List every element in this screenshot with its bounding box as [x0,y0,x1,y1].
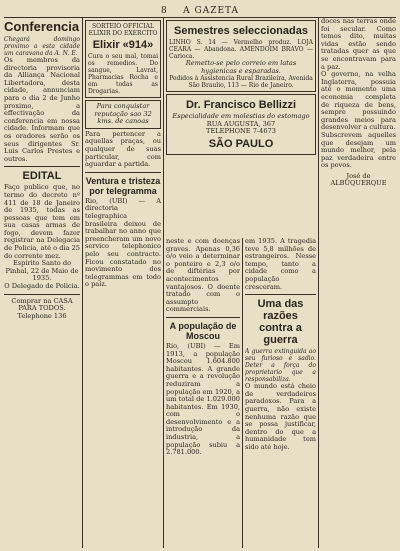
ad-doctor-addr: RUA AUGUSTA, 367 [206,119,276,128]
masthead [0,6,400,16]
ad-elixir-brand: Elixir «914» [92,39,154,51]
subhead-guerra: A guerra extinguida ao seu furioso e sadio. Deter a força do proprietario que a responsabiliza. [245,348,316,384]
ad-elixir-box-title: SORTEIO OFFICIAL [92,23,154,30]
ad-sementes-addr: Pedidos à Assistencia Rural Brazileira, Avenida São Braulio, 113 — Rio de Janeiro. [169,75,313,90]
notice-reparation-body: Para pertencer a aquellas praças, ou qualquer de suas particular, com aguardar a partida. [85,129,161,169]
ad-doctor [166,94,316,155]
column-rule [242,238,243,548]
edital-delegate: O Delegado de Policia. [4,282,80,291]
ad-doctor-name: Dr. Francisco Bellizzi [185,99,297,112]
article-col3-body: neste e com doenças graves. Apenas 0,36 o/o veio a determinar o ponteiro e 2,3 o/o de diftérias por acontecimentos vantajosos. O doente tratado com o assumpto commerciais. [166,238,240,314]
column-rule [82,18,83,548]
divider [4,294,80,295]
ad-doctor-spec: Especialidade em molestias do estomago [172,112,310,121]
ad-doctor-city: SÃO PAULO [208,137,274,150]
article-col5-body3: Subscrevem aquelles que desejam um mundo melhor, pela paz verdadeira entre os povos. [321,130,396,170]
headline-guerra: Uma das razões contra a guerra [257,298,304,347]
notice-reparation [85,100,161,129]
article-col5-body: doces nas terras onde foi secular. Como temos dito, muitas vidas estão sendo tratadas quer as que se encontravam para a paz. [321,18,396,71]
column-2 [85,18,161,548]
divider [166,317,240,318]
headline-conferencia: Conferencia [4,19,80,34]
article-conferencia-body: Os membros da directoria provisoria da Alliança Nacional Libertadora, desta cidade, annunciam para o dia 2 de Junho proximo, a effectivação da conferencia em nossa cidade. Informam que os oradores serão os seus dirigentes Sr. Luis Carlos Prestes e outros. [4,56,80,163]
divider [4,166,80,167]
article-moscou-body: Rio, (UBI) — Em 1913, a população Moscou 1.604.800 habitantes. A grande guerra e a revolução reduziram a população em 1920, a um total de 1.029.000 habitantes. Em 1930, com o desenvolvimento e a introdução da industria, a população subiu a 2.781.000. [166,341,240,457]
column-4 [245,238,316,548]
ad-elixir-box-sub: ELIXIR DO EXERCITO [88,30,158,37]
notice-reparation-head: Para conquistar reputação sao 32 kms. de canoas [94,102,152,126]
edital-body: Faço publico que, no termo do decreto nº 411 de 18 de Janeiro de 1935, todas as pessoas que tem em sua casas armas de fogo, devem fazer registrar na Delegacia de Policia, até o dia 25 do corrente mez. [4,183,80,260]
article-ventura-body: Rio, (UBI) — A directoria telegraphica brasileira deixou de trabalhar no anno que preencheram um novo servico telephonico pelo seu contracto. Ficou constatado no movimento dos telegrammas em todo o paiz. [85,196,161,289]
ad-elixir-body: Cura o seu mal, tomai os remedios. Do sangue, Lavrat, Pharmacias Rocha e em todas as Drogarias. [88,53,158,95]
page-number: 8 [160,6,168,16]
article-col4-body: em 1935. A tragedia teve 5,8 milhões de estrangeiros. Nesse tempo, tanto a cidade como a população cresceram. [245,238,316,291]
headline-moscou: A população de Moscou [169,320,237,341]
column-rule [163,18,164,548]
article-guerra-body: O mundo está cheio de verdadeiros paradoxos. Para a guerra, não existe nenhuma razão que se possa justificar, dentro do que a humanidade tem sido até hoje. [245,382,316,451]
article-col5-body2: O governo, na velha Inglaterra, possuia até o momento uma economia completa de riqueza de bens, sempre possuindo grandes meios para desenvolver a cultura. [321,70,396,132]
divider [245,294,316,295]
ad-sementes-tag: Remetto-se pelo correio em latas hygienicas e esparadas. [185,59,297,75]
subhead-conferencia: Chegará domingo proximo a esta cidade um caravana da A. N. E. [4,36,80,57]
column-3 [166,238,240,548]
ad-doctor-tel: TELEPHONE 7-4673 [206,127,276,136]
ad-sementes-items: LINHO S. 14 — Vermelho produz. LOJA CEARA — Abandona. AMENDOIM BRAVO — Carioca. [169,39,313,60]
article-signature: José de ALBUQUERQUE [330,171,387,188]
column-1 [4,18,80,548]
headline-ventura: Ventura e tristeza por telegramma [85,175,161,196]
divider [85,172,161,173]
ads-block [166,18,316,238]
column-rule [318,18,319,548]
edital-signoff: Espirito Santo do Pinhal, 22 de Maio de 1935. [5,259,79,283]
newspaper-title: A GAZETA [183,6,240,16]
ad-sementes-title: Semestres seleccionadas [174,25,308,37]
ad-elixir-914 [85,20,161,98]
column-5 [321,18,396,548]
headline-edital: EDITAL [22,170,62,183]
ad-sementes [166,20,316,92]
ad-casa-para-todos: Comprar na CASA PARA TODOS. Telephone 136 [11,296,73,320]
